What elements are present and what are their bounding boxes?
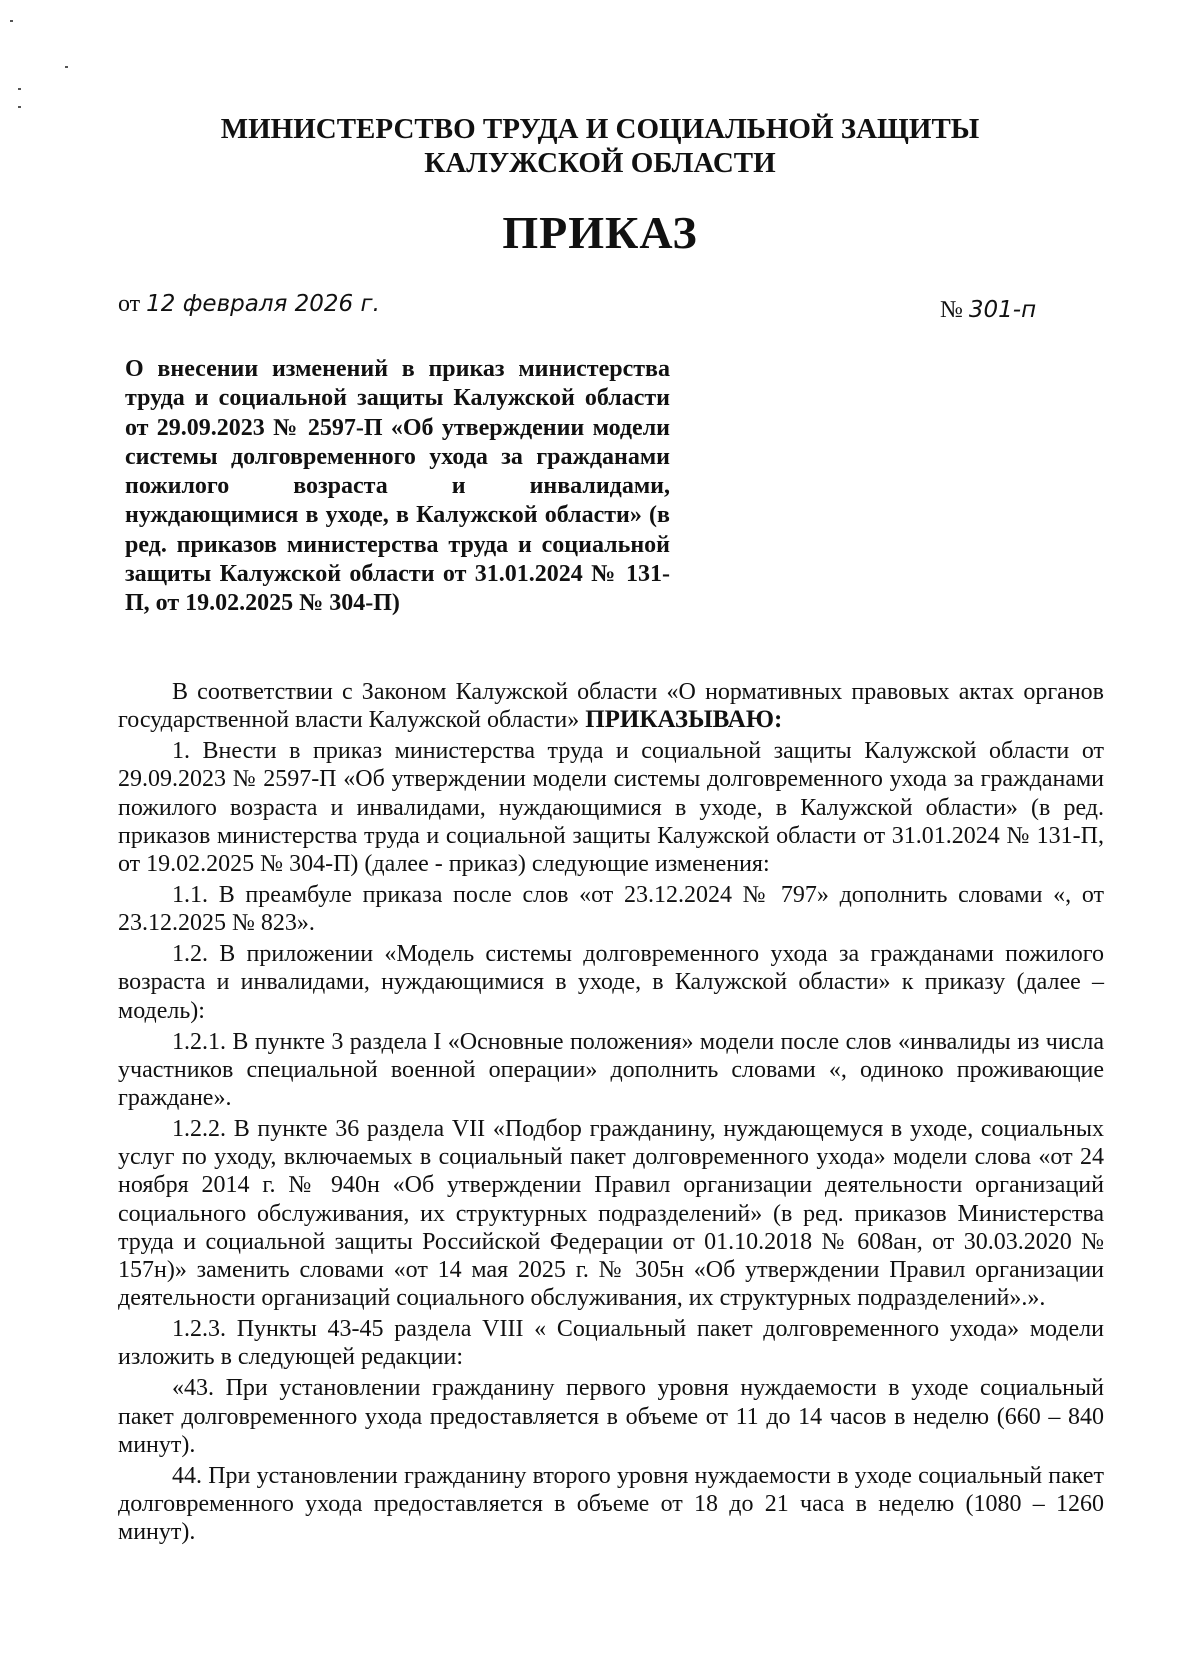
body-paragraph: 1.2.1. В пункте 3 раздела I «Основные положения» модели после слов «инвалиды из числа участников специальной военной операции» дополнить словами «, одиноко проживающие граждане». xyxy=(118,1028,1104,1112)
order-body xyxy=(118,678,1104,1546)
ministry-line-2: КАЛУЖСКОЙ ОБЛАСТИ xyxy=(424,147,776,179)
body-paragraph: «43. При установлении гражданину первого уровня нуждаемости в уходе социальный пакет долговременного ухода предоставляется в объеме от 11 до 14 часов в неделю (660 – 840 минут). xyxy=(118,1375,1104,1458)
date-prefix: от xyxy=(118,291,141,317)
order-date xyxy=(118,290,380,318)
body-paragraph: 1.1. В преамбуле приказа после слов «от 23.12.2024 № 797» дополнить словами «, от 23.12.2025 № 823». xyxy=(118,882,1104,937)
preamble-text: В соответствии с Законом Калужской области «О нормативных правовых актах органов государственной власти Калужской области» xyxy=(118,679,1104,734)
order-subject: О внесении изменений в приказ министерства труда и социальной защиты Калужской области от 29.09.2023 № 2597-П «Об утверждении модели системы долговременного ухода за гражданами пожилого возраста и инвалидами, нуждающимися в уходе, в Калужской области» (в ред. приказов министерства труда и социальной защиты Калужской области от 31.01.2024 № 131-П, от 19.02.2025 № 304-П) xyxy=(125,356,670,617)
document-type-title: ПРИКАЗ xyxy=(502,207,698,258)
date-handwritten: 12 февраля 2026 г. xyxy=(146,291,380,317)
order-word: ПРИКАЗЫВАЮ xyxy=(585,706,774,734)
preamble-paragraph xyxy=(118,678,1104,734)
ministry-line-1: МИНИСТЕРСТВО ТРУДА И СОЦИАЛЬНОЙ ЗАЩИТЫ xyxy=(220,113,980,145)
body-paragraph: 44. При установлении гражданину второго уровня нуждаемости в уходе социальный пакет долговременного ухода предоставляется в объеме от 18 до 21 часа в неделю (1080 – 1260 минут). xyxy=(118,1462,1104,1546)
ministry-header xyxy=(0,112,1200,180)
body-paragraph: 1. Внести в приказ министерства труда и социальной защиты Калужской области от 29.09.2023 № 2597-П «Об утверждении модели системы долговременного ухода за гражданами пожилого возраста и инвалидами, нуждающимися в уходе, в Калужской области» (в ред. приказов министерства труда и социальной защиты Калужской области от 31.01.2024 № 131-П, от 19.02.2025 № 304-П) (далее - приказ) следующие изменения: xyxy=(118,738,1104,878)
body-paragraph: 1.2.2. В пункте 36 раздела VII «Подбор гражданину, нуждающемуся в уходе, социальных услуг по уходу, включаемых в социальный пакет долговременного ухода» модели слова «от 24 ноября 2014 г. № 940н «Об утверждении Правил организации деятельности организаций социального обслуживания, их структурных подразделений» (в ред. приказов Министерства труда и социальной защиты Российской Федерации от 01.10.2018 № 608ан, от 30.03.2020 № 157н)» заменить словами «от 14 мая 2025 г. № 305н «Об утверждении Правил организации деятельности организаций социального обслуживания, их структурных подразделений».». xyxy=(118,1116,1104,1312)
order-word-colon: : xyxy=(773,706,783,734)
number-handwritten: 301-п xyxy=(968,297,1037,323)
body-paragraph: 1.2.3. Пункты 43-45 раздела VIII « Социальный пакет долговременного ухода» модели изложить в следующей редакции: xyxy=(118,1316,1104,1371)
number-prefix: № xyxy=(940,297,963,323)
body-paragraph: 1.2. В приложении «Модель системы долговременного ухода за гражданами пожилого возраста и инвалидами, нуждающимися в уходе, в Калужской области» к приказу (далее – модель): xyxy=(118,941,1104,1024)
order-number xyxy=(940,296,1036,324)
